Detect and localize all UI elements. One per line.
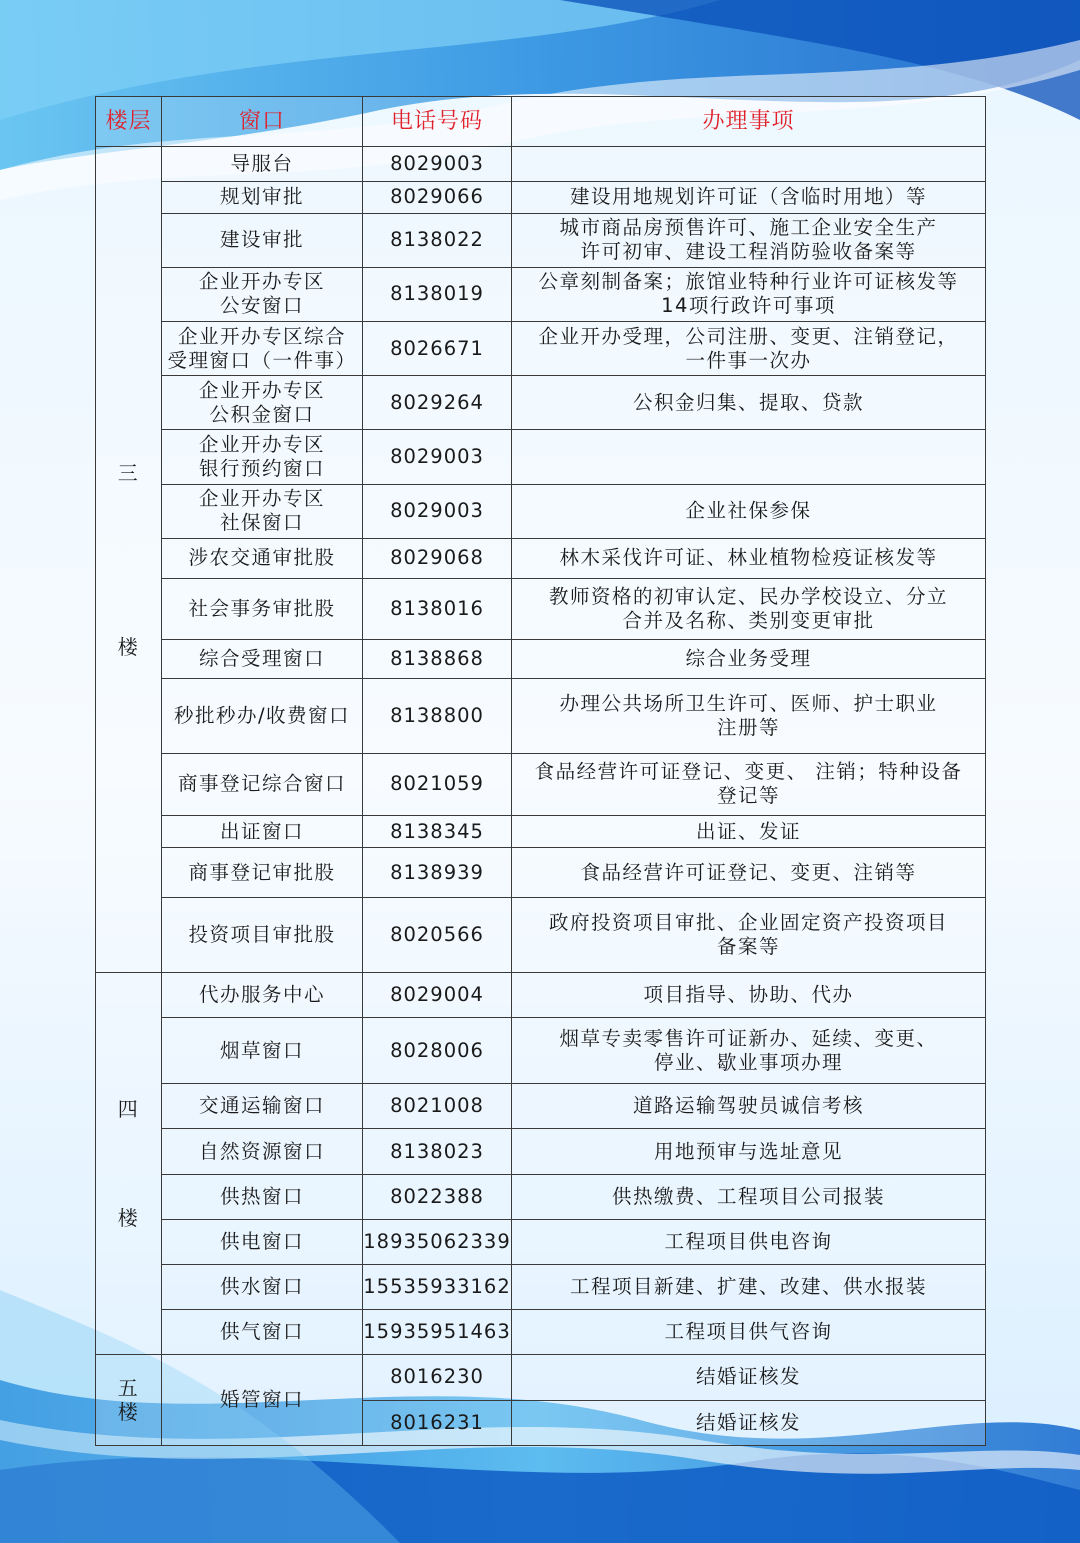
phone-cell: 8016230 bbox=[363, 1355, 512, 1400]
window-cell: 综合受理窗口 bbox=[162, 640, 363, 678]
window-cell: 自然资源窗口 bbox=[162, 1129, 363, 1174]
matters-cell: 综合业务受理 bbox=[512, 640, 986, 678]
matters-cell: 结婚证核发 bbox=[512, 1355, 986, 1400]
table-row bbox=[96, 1355, 986, 1400]
window-cell: 秒批秒办/收费窗口 bbox=[162, 678, 363, 753]
matters-cell: 道路运输驾驶员诚信考核 bbox=[512, 1084, 986, 1129]
table-row bbox=[96, 898, 986, 972]
floor-4-char-2: 楼 bbox=[117, 1206, 140, 1231]
table-row bbox=[96, 484, 986, 538]
floor-4-cell bbox=[96, 972, 162, 1355]
phone-cell: 8029066 bbox=[363, 182, 512, 213]
phone-cell: 8029003 bbox=[363, 147, 512, 182]
matters-cell: 食品经营许可证登记、变更、注销等 bbox=[512, 848, 986, 898]
table-row bbox=[96, 1219, 986, 1264]
matters-cell: 工程项目新建、扩建、改建、供水报装 bbox=[512, 1265, 986, 1310]
table-row bbox=[96, 182, 986, 213]
phone-cell: 8029003 bbox=[363, 430, 512, 484]
phone-cell: 8138868 bbox=[363, 640, 512, 678]
floor-3-cell bbox=[96, 147, 162, 973]
table-header-row bbox=[96, 97, 986, 147]
window-cell: 规划审批 bbox=[162, 182, 363, 213]
matters-cell: 建设用地规划许可证（含临时用地）等 bbox=[512, 182, 986, 213]
table-row bbox=[96, 213, 986, 267]
matters-cell: 项目指导、协助、代办 bbox=[512, 972, 986, 1017]
floor-5-cell bbox=[96, 1355, 162, 1446]
matters-cell: 政府投资项目审批、企业固定资产投资项目 备案等 bbox=[512, 898, 986, 972]
window-cell: 供水窗口 bbox=[162, 1265, 363, 1310]
phone-cell: 8029003 bbox=[363, 484, 512, 538]
window-cell: 社会事务审批股 bbox=[162, 579, 363, 640]
header-window: 窗口 bbox=[162, 97, 363, 147]
phone-cell: 8021059 bbox=[363, 753, 512, 815]
matters-cell: 供热缴费、工程项目公司报装 bbox=[512, 1174, 986, 1219]
matters-cell: 教师资格的初审认定、民办学校设立、分立 合并及名称、类别变更审批 bbox=[512, 579, 986, 640]
header-matters: 办理事项 bbox=[512, 97, 986, 147]
window-cell: 企业开办专区 社保窗口 bbox=[162, 484, 363, 538]
window-cell: 企业开办专区 公积金窗口 bbox=[162, 376, 363, 430]
header-phone: 电话号码 bbox=[363, 97, 512, 147]
phone-cell: 15935951463 bbox=[363, 1310, 512, 1355]
window-cell: 交通运输窗口 bbox=[162, 1084, 363, 1129]
matters-cell: 用地预审与选址意见 bbox=[512, 1129, 986, 1174]
matters-cell: 公积金归集、提取、贷款 bbox=[512, 376, 986, 430]
matters-cell: 烟草专卖零售许可证新办、延续、变更、 停业、歇业事项办理 bbox=[512, 1017, 986, 1083]
phone-cell: 8138345 bbox=[363, 816, 512, 848]
table-row bbox=[96, 1084, 986, 1129]
window-cell: 企业开办专区综合 受理窗口（一件事） bbox=[162, 321, 363, 375]
phone-cell: 8029264 bbox=[363, 376, 512, 430]
matters-cell: 工程项目供电咨询 bbox=[512, 1219, 986, 1264]
table-row bbox=[96, 1265, 986, 1310]
table-row bbox=[96, 816, 986, 848]
phone-cell: 8020566 bbox=[363, 898, 512, 972]
table-row bbox=[96, 1310, 986, 1355]
matters-cell: 城市商品房预售许可、施工企业安全生产 许可初审、建设工程消防验收备案等 bbox=[512, 213, 986, 267]
table-row bbox=[96, 376, 986, 430]
matters-cell: 结婚证核发 bbox=[512, 1400, 986, 1445]
table-row bbox=[96, 972, 986, 1017]
window-cell: 企业开办专区 银行预约窗口 bbox=[162, 430, 363, 484]
table-row bbox=[96, 753, 986, 815]
floor-3-char-1: 三 bbox=[117, 460, 140, 485]
phone-cell: 8021008 bbox=[363, 1084, 512, 1129]
matters-cell bbox=[512, 147, 986, 182]
window-cell: 投资项目审批股 bbox=[162, 898, 363, 972]
matters-cell: 林木采伐许可证、林业植物检疫证核发等 bbox=[512, 538, 986, 578]
window-cell: 出证窗口 bbox=[162, 816, 363, 848]
table-row bbox=[96, 321, 986, 375]
phone-cell: 8138939 bbox=[363, 848, 512, 898]
service-window-table bbox=[95, 96, 986, 1446]
window-cell: 建设审批 bbox=[162, 213, 363, 267]
matters-cell: 食品经营许可证登记、变更、 注销；特种设备 登记等 bbox=[512, 753, 986, 815]
matters-cell: 工程项目供气咨询 bbox=[512, 1310, 986, 1355]
phone-cell: 8029004 bbox=[363, 972, 512, 1017]
phone-cell: 8029068 bbox=[363, 538, 512, 578]
phone-cell: 8016231 bbox=[363, 1400, 512, 1445]
matters-cell: 出证、发证 bbox=[512, 816, 986, 848]
phone-cell: 18935062339 bbox=[363, 1219, 512, 1264]
matters-cell: 办理公共场所卫生许可、医师、护士职业 注册等 bbox=[512, 678, 986, 753]
table-row bbox=[96, 678, 986, 753]
window-cell: 供气窗口 bbox=[162, 1310, 363, 1355]
table-row bbox=[96, 430, 986, 484]
floor-4-char-1: 四 bbox=[117, 1097, 140, 1122]
table-row bbox=[96, 848, 986, 898]
phone-cell: 8138016 bbox=[363, 579, 512, 640]
table-row bbox=[96, 579, 986, 640]
window-cell: 商事登记综合窗口 bbox=[162, 753, 363, 815]
floor-5-char-2: 楼 bbox=[117, 1400, 140, 1425]
matters-cell: 企业社保参保 bbox=[512, 484, 986, 538]
window-cell: 代办服务中心 bbox=[162, 972, 363, 1017]
phone-cell: 8026671 bbox=[363, 321, 512, 375]
phone-cell: 8138019 bbox=[363, 267, 512, 321]
table-row bbox=[96, 538, 986, 578]
phone-cell: 8028006 bbox=[363, 1017, 512, 1083]
table-row bbox=[96, 1129, 986, 1174]
matters-cell: 企业开办受理，公司注册、变更、注销登记， 一件事一次办 bbox=[512, 321, 986, 375]
table-row bbox=[96, 640, 986, 678]
window-cell: 烟草窗口 bbox=[162, 1017, 363, 1083]
phone-cell: 15535933162 bbox=[363, 1265, 512, 1310]
phone-cell: 8138023 bbox=[363, 1129, 512, 1174]
table-row bbox=[96, 267, 986, 321]
window-cell: 供电窗口 bbox=[162, 1219, 363, 1264]
floor-3-char-2: 楼 bbox=[117, 634, 140, 659]
window-cell: 婚管窗口 bbox=[162, 1355, 363, 1446]
window-cell: 导服台 bbox=[162, 147, 363, 182]
matters-cell bbox=[512, 430, 986, 484]
table-row bbox=[96, 147, 986, 182]
window-cell: 涉农交通审批股 bbox=[162, 538, 363, 578]
table-row bbox=[96, 1174, 986, 1219]
phone-cell: 8022388 bbox=[363, 1174, 512, 1219]
matters-cell: 公章刻制备案；旅馆业特种行业许可证核发等 14项行政许可事项 bbox=[512, 267, 986, 321]
header-floor: 楼层 bbox=[96, 97, 162, 147]
table-row bbox=[96, 1017, 986, 1083]
window-cell: 商事登记审批股 bbox=[162, 848, 363, 898]
floor-5-char-1: 五 bbox=[117, 1376, 140, 1401]
window-cell: 企业开办专区 公安窗口 bbox=[162, 267, 363, 321]
phone-cell: 8138800 bbox=[363, 678, 512, 753]
window-cell: 供热窗口 bbox=[162, 1174, 363, 1219]
phone-cell: 8138022 bbox=[363, 213, 512, 267]
